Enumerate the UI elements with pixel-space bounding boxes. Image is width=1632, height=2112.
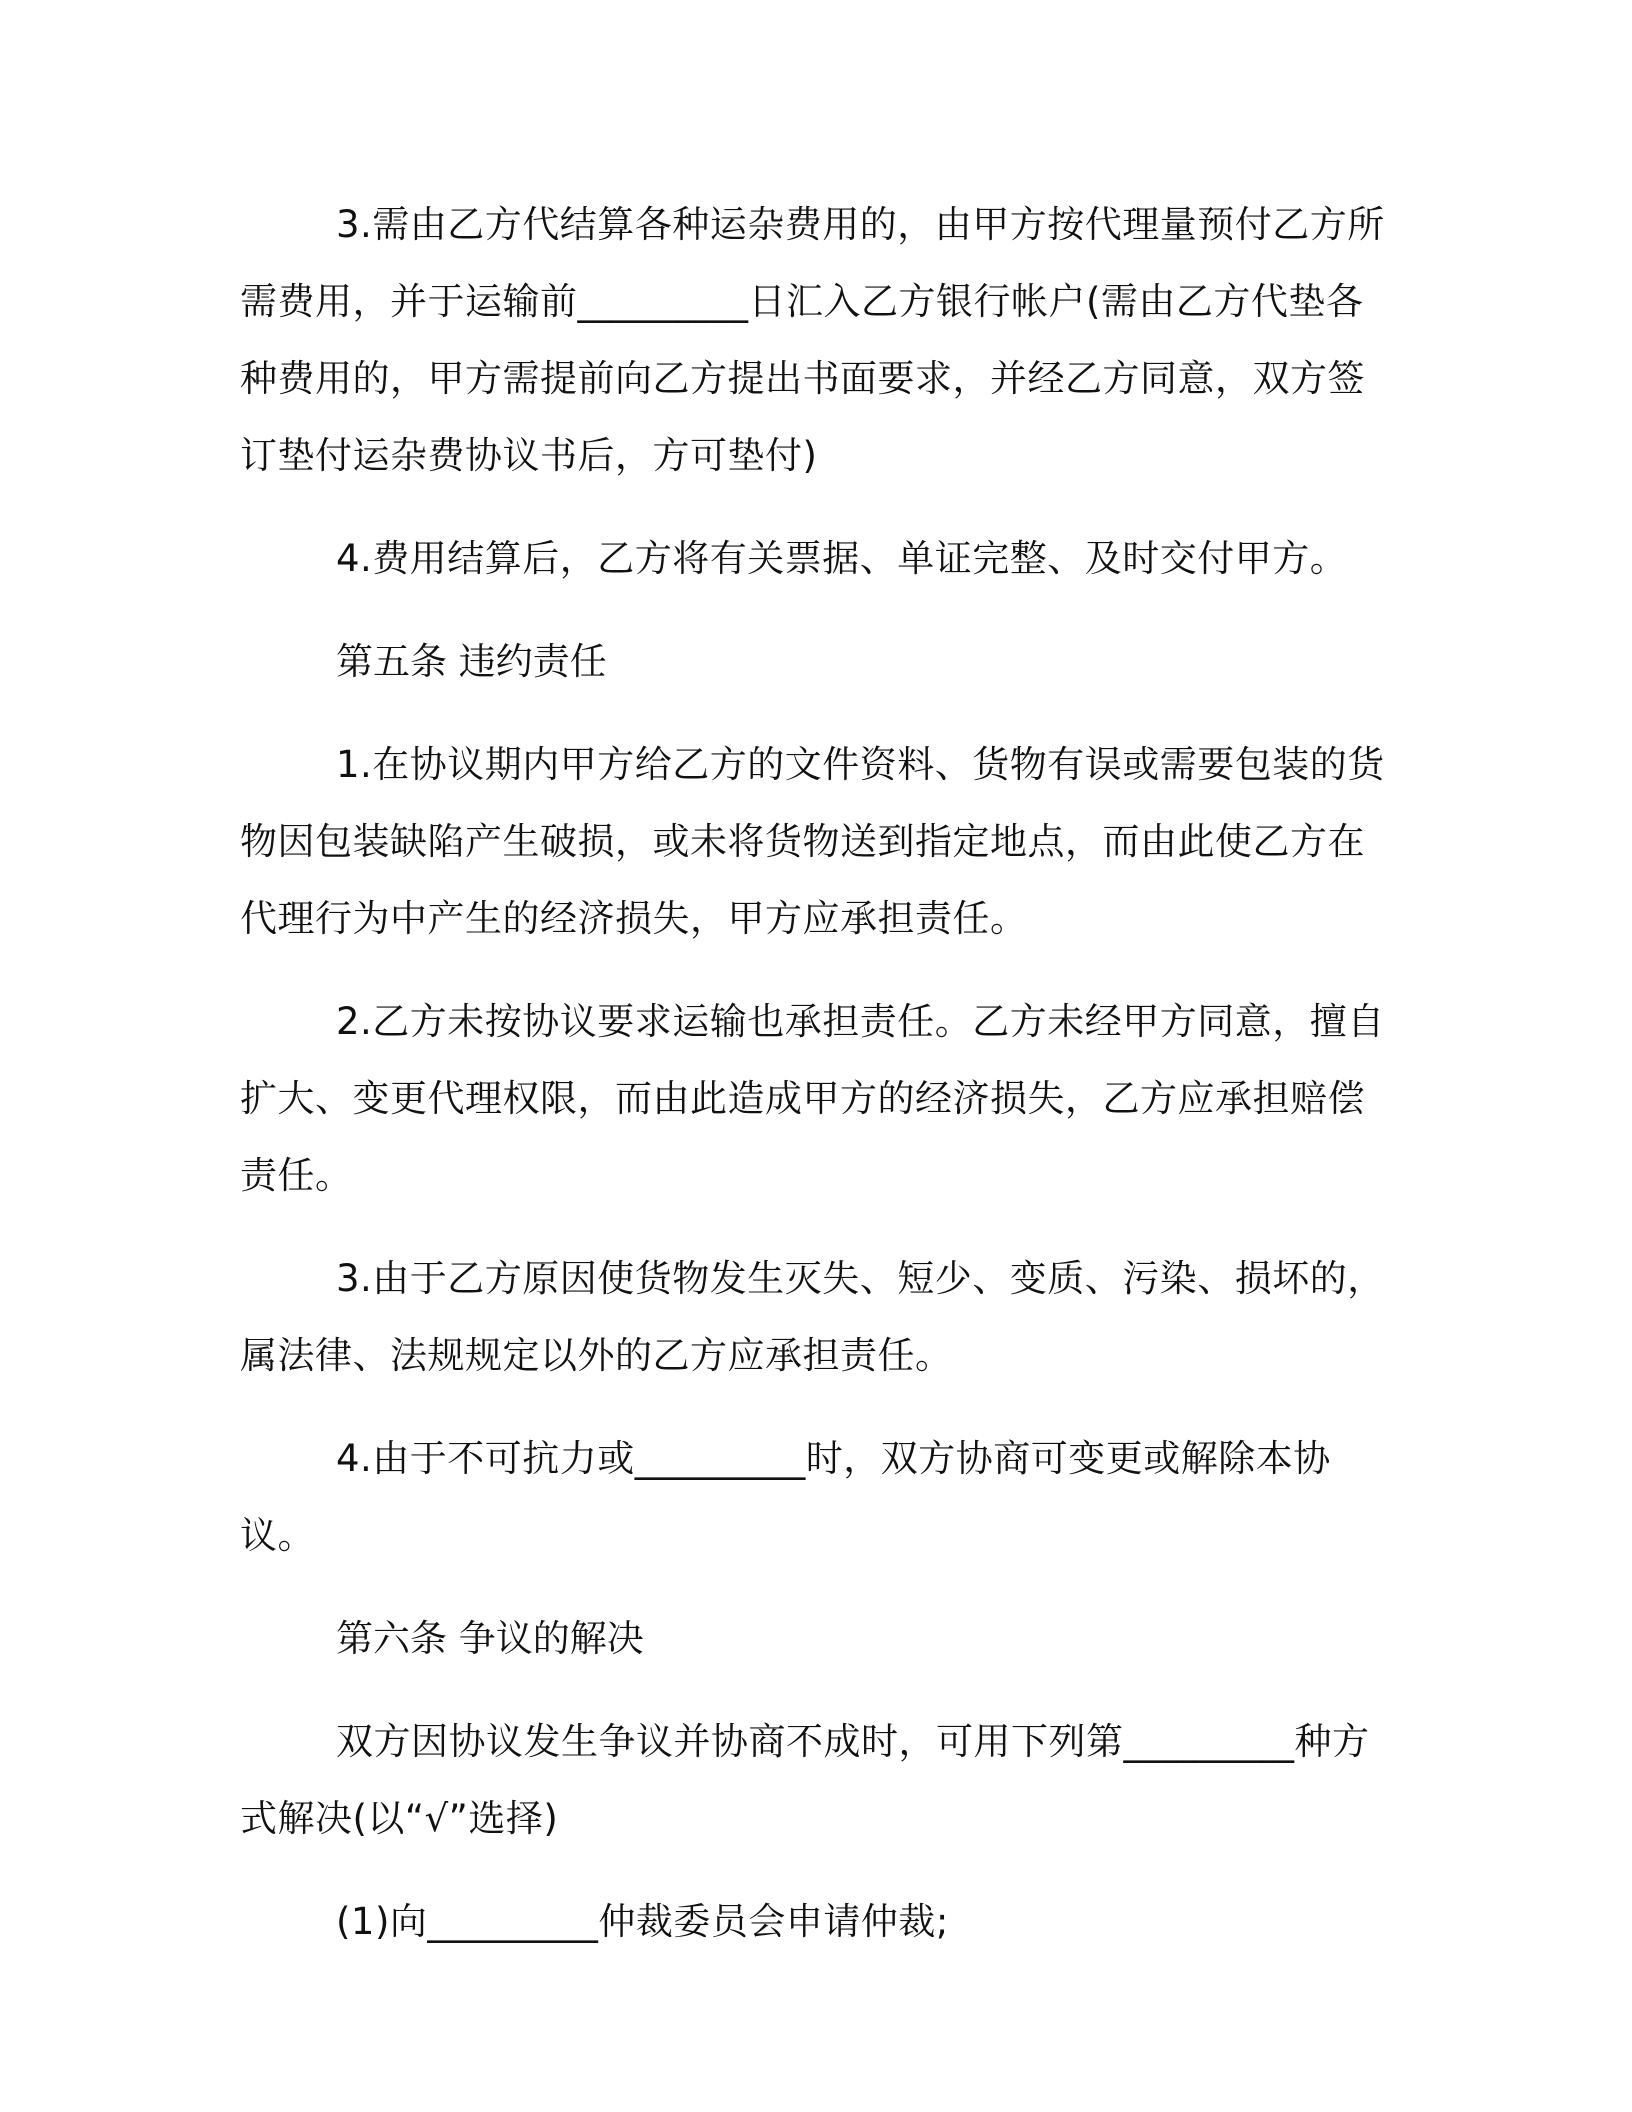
clause-5-item-4: 4.由于不可抗力或_________时，双方协商可变更或解除本协议。 bbox=[240, 1437, 1331, 1557]
clause-6-intro: 双方因协议发生争议并协商不成时，可用下列第_________种方式解决(以“√”选择) bbox=[240, 1720, 1370, 1840]
clause-5-heading: 第五条 违约责任 bbox=[336, 640, 607, 683]
document-page bbox=[240, 186, 1400, 1986]
clause-4-item-3: 3.需由乙方代结算各种运杂费用的，由甲方按代理量预付乙方所需费用，并于运输前_________日汇入乙方银行帐户(需由乙方代垫各种费用的，甲方需提前向乙方提出书面要求，并经乙方同意，双方签订垫付运杂费协议书后，方可垫付) bbox=[240, 203, 1385, 477]
clause-5-item-2: 2.乙方未按协议要求运输也承担责任。乙方未经甲方同意，擅自扩大、变更代理权限，而由此造成甲方的经济损失，乙方应承担赔偿责任。 bbox=[240, 1000, 1385, 1197]
clause-6-heading: 第六条 争议的解决 bbox=[336, 1617, 644, 1660]
clause-5-item-3: 3.由于乙方原因使货物发生灭失、短少、变质、污染、损坏的，属法律、法规规定以外的乙方应承担责任。 bbox=[240, 1257, 1385, 1377]
clause-6-option-1: (1)向_________仲裁委员会申请仲裁; bbox=[336, 1900, 949, 1943]
clause-4-item-4: 4.费用结算后，乙方将有关票据、单证完整、及时交付甲方。 bbox=[336, 537, 1348, 580]
clause-5-item-1: 1.在协议期内甲方给乙方的文件资料、货物有误或需要包装的货物因包装缺陷产生破损，或未将货物送到指定地点，而由此使乙方在代理行为中产生的经济损失，甲方应承担责任。 bbox=[240, 743, 1385, 940]
